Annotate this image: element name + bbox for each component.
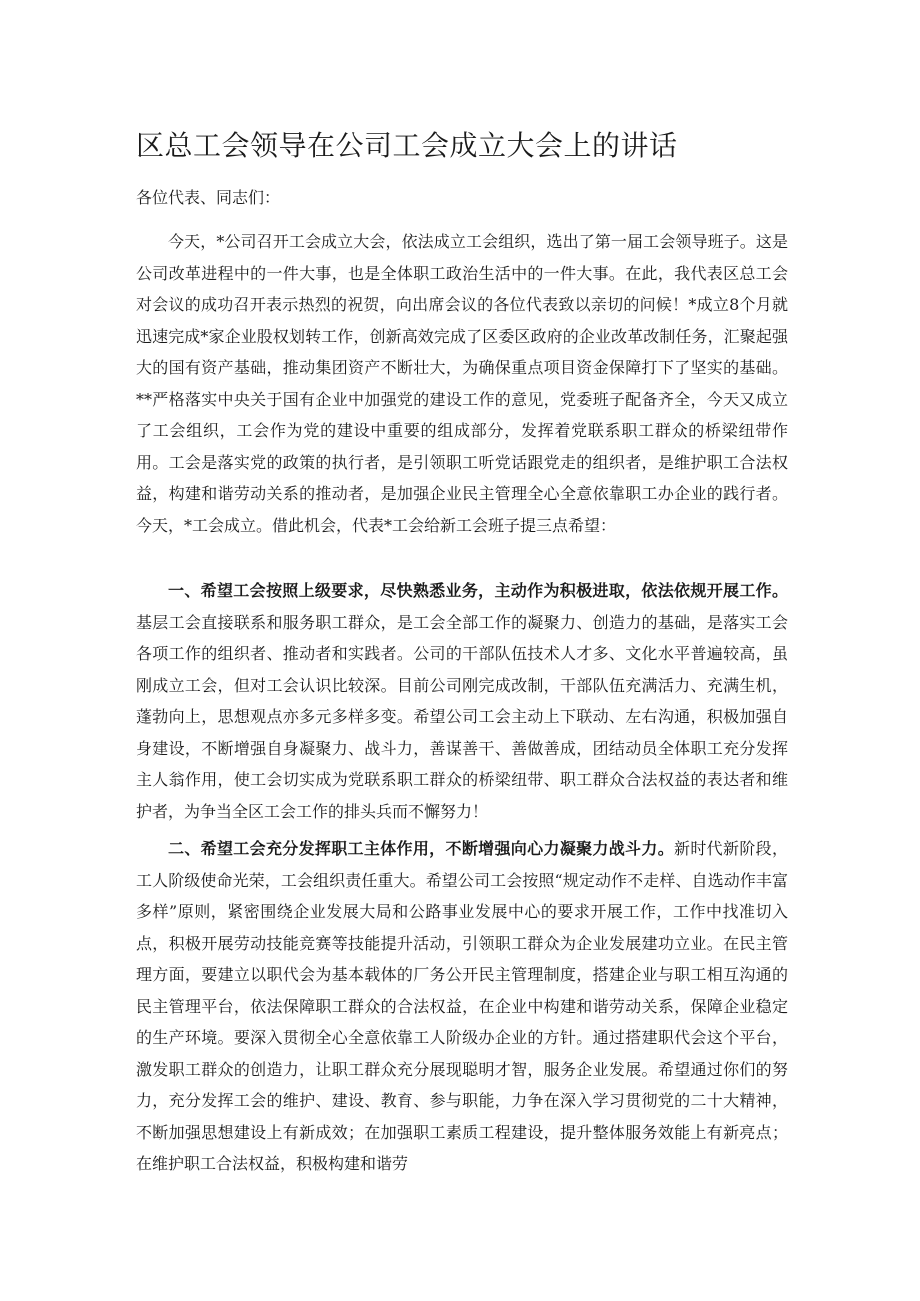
paragraph-lead: 二、希望工会充分发挥职工主体作用，不断增强向心力凝聚力战斗力。 [168,839,675,858]
paragraph-opening [136,226,788,541]
paragraph-hope-two [136,833,788,1180]
paragraph-body: 新时代新阶段，工人阶级使命光荣，工会组织责任重大。希望公司工会按照“规定动作不走样、自选动作丰富多样”原则，紧密围绕企业发展大局和公路事业发展中心的要求开展工作，工作中找准切入点，积极开展劳动技能竞赛等技能提升活动，引领职工群众为企业发展建功立业。在民主管理方面，要建立以职代会为基本载体的厂务公开民主管理制度，搭建企业与职工相互沟通的民主管理平台，依法保障职工群众的合法权益，在企业中构建和谐劳动关系，保障企业稳定的生产环境。要深入贯彻全心全意依靠工人阶级办企业的方针。通过搭建职代会这个平台，激发职工群众的创造力，让职工群众充分展现聪明才智，服务企业发展。希望通过你们的努力，充分发挥工会的维护、建设、教育、参与职能，力争在深入学习贯彻党的二十大精神，不断加强思想建设上有新成效；在加强职工素质工程建设，提升整体服务效能上有新亮点；在维护职工合法权益，积极构建和谐劳 [136,839,788,1173]
salutation: 各位代表、同志们： [136,188,281,207]
paragraph-hope-one [136,575,788,827]
paragraph-body: 今天，*公司召开工会成立大会，依法成立工会组织，选出了第一届工会领导班子。这是公司改革进程中的一件大事，也是全体职工政治生活中的一件大事。在此，我代表区总工会对会议的成功召开表示热烈的祝贺，向出席会议的各位代表致以亲切的问候！*成立8个月就迅速完成*家企业股权划转工作，创新高效完成了区委区政府的企业改革改制任务，汇聚起强大的国有资产基础，推动集团资产不断壮大，为确保重点项目资金保障打下了坚实的基础。**严格落实中央关于国有企业中加强党的建设工作的意见，党委班子配备齐全，今天又成立了工会组织，工会作为党的建设中重要的组成部分，发挥着党联系职工群众的桥梁纽带作用。工会是落实党的政策的执行者，是引领职工听党话跟党走的组织者，是维护职工合法权益，构建和谐劳动关系的推动者，是加强企业民主管理全心全意依靠职工办企业的践行者。今天，*工会成立。借此机会，代表*工会给新工会班子提三点希望： [136,232,788,535]
document-title: 区总工会领导在公司工会成立大会上的讲话 [136,129,678,162]
paragraph-lead: 一、希望工会按照上级要求，尽快熟悉业务，主动作为积极进取，依法依规开展工作。 [168,581,788,600]
paragraph-body: 基层工会直接联系和服务职工群众，是工会全部工作的凝聚力、创造力的基础，是落实工会各项工作的组织者、推动者和实践者。公司的干部队伍技术人才多、文化水平普遍较高，虽刚成立工会，但对工会认识比较深。目前公司刚完成改制，干部队伍充满活力、充满生机，蓬勃向上，思想观点亦多元多样多变。希望公司工会主动上下联动、左右沟通，积极加强自身建设，不断增强自身凝聚力、战斗力，善谋善干、善做善成，团结动员全体职工充分发挥主人翁作用，使工会切实成为党联系职工群众的桥梁纽带、职工群众合法权益的表达者和维护者，为争当全区工会工作的排头兵而不懈努力！ [136,612,788,821]
